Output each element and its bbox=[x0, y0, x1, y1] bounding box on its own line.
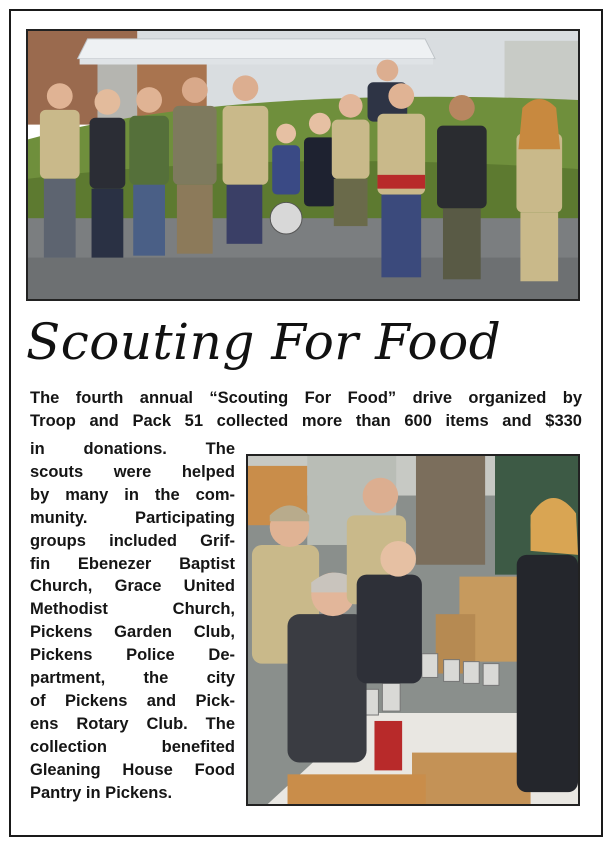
body-line: The fourth annual “Scouting For Food” drive organized by bbox=[30, 389, 582, 407]
lead-paragraph bbox=[30, 387, 582, 433]
packing-photo bbox=[246, 454, 580, 806]
body-line: Church, Grace United bbox=[30, 577, 235, 596]
body-line: munity. Participating bbox=[30, 508, 235, 527]
headline: Scouting For Food bbox=[26, 313, 502, 371]
body-line: collection benefited bbox=[30, 737, 235, 756]
body-line: ens Rotary Club. The bbox=[30, 714, 235, 733]
body-line: Gleaning House Food bbox=[30, 760, 235, 779]
body-line: by many in the com- bbox=[30, 485, 235, 504]
body-line: groups included Grif- bbox=[30, 531, 235, 550]
body-line: Pickens Police De- bbox=[30, 646, 235, 665]
body-column bbox=[30, 438, 235, 805]
body-line: Pickens Garden Club, bbox=[30, 623, 235, 642]
group-photo bbox=[26, 29, 580, 301]
body-line: scouts were helped bbox=[30, 462, 235, 481]
body-line: of Pickens and Pick- bbox=[30, 691, 235, 710]
body-line: Pantry in Pickens. bbox=[30, 783, 173, 802]
body-line: in donations. The bbox=[30, 440, 235, 458]
body-line: Troop and Pack 51 collected more than 600 items and $330 bbox=[30, 412, 582, 430]
body-line: Methodist Church, bbox=[30, 600, 235, 619]
body-line: fin Ebenezer Baptist bbox=[30, 554, 235, 573]
body-line: partment, the city bbox=[30, 669, 235, 688]
